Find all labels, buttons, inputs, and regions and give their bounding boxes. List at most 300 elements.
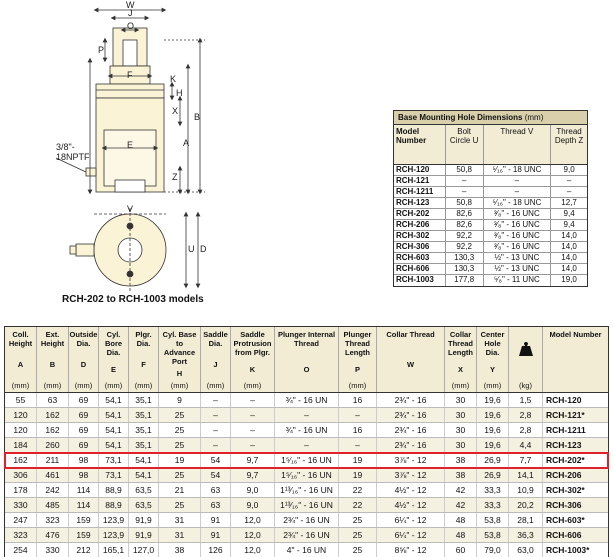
spec-table-row — [5, 438, 608, 453]
spec-cell: 159 — [69, 528, 99, 542]
base-cell-z: 14,0 — [561, 242, 577, 251]
spec-cell: 22 — [339, 483, 377, 497]
spec-cell: 461 — [37, 468, 69, 482]
base-table-title — [394, 111, 587, 125]
model-number-cell: RCH-120 — [546, 395, 582, 405]
base-cell-model: RCH-123 — [394, 198, 446, 208]
base-cell-z: 9,4 — [563, 209, 575, 218]
port-thread-label — [56, 142, 90, 162]
base-table-row — [394, 198, 587, 209]
spec-cell: – — [275, 438, 339, 452]
spec-header-name: Plgr. Dia. — [135, 330, 152, 348]
spec-cell: 6¼" - 12 — [377, 528, 445, 542]
spec-cell: 3⅞" - 12 — [377, 453, 445, 467]
spec-cell: 212 — [69, 543, 99, 557]
spec-header-name: Saddle Dia. — [203, 330, 228, 348]
spec-cell: 6¼" - 12 — [377, 513, 445, 527]
spec-cell: 1¹³⁄₁₆" - 16 UN — [275, 498, 339, 512]
base-cell-z: 12,7 — [561, 198, 577, 207]
spec-cell: 98 — [69, 453, 99, 467]
spec-header-letter: H — [176, 369, 183, 378]
spec-cell: 91 — [201, 513, 231, 527]
spec-header-name: Cyl. Base to Advance Port — [162, 330, 197, 366]
port-thread-line1: 3/8"- — [56, 142, 75, 152]
spec-cell: 12,0 — [231, 513, 275, 527]
spec-cell: 21 — [159, 483, 201, 497]
spec-cell: – — [275, 408, 339, 422]
base-header-u: Bolt Circle U — [446, 125, 484, 164]
spec-header-col-0 — [5, 327, 37, 392]
spec-cell: 88,9 — [99, 483, 129, 497]
spec-cell: 12,0 — [231, 543, 275, 557]
base-table-row — [394, 165, 587, 176]
base-table-row — [394, 275, 587, 286]
base-cell-z: – — [566, 187, 572, 196]
base-table-title-text: Base Mounting Hole Dimensions — [398, 113, 523, 122]
spec-table-row — [5, 408, 608, 423]
dim-label-z: Z — [172, 172, 178, 182]
spec-header-col-14 — [543, 327, 608, 392]
spec-cell: 114 — [69, 483, 99, 497]
spec-cell: 54,1 — [99, 393, 129, 407]
spec-cell: 25 — [159, 408, 201, 422]
dim-label-d: D — [200, 244, 207, 254]
base-cell-u: 82,6 — [446, 209, 484, 219]
spec-header-name: Model Number — [549, 330, 602, 339]
spec-cell: 35,1 — [129, 393, 159, 407]
spec-cell: 19,6 — [477, 438, 509, 452]
base-cell-v: ½" - 13 UNC — [484, 253, 552, 263]
spec-cell: 9,7 — [231, 468, 275, 482]
spec-cell: 91,9 — [129, 513, 159, 527]
spec-header-letter: Y — [489, 364, 495, 374]
spec-cell: – — [201, 423, 231, 437]
spec-header-col-12 — [477, 327, 509, 392]
spec-header-col-1 — [37, 327, 69, 392]
spec-cell: 69 — [69, 408, 99, 422]
base-cell-z: 14,0 — [561, 264, 577, 273]
base-cell-model: RCH-306 — [394, 242, 446, 252]
base-cell-model: RCH-603 — [394, 253, 446, 263]
spec-table-row — [5, 483, 608, 498]
spec-cell: 63 — [37, 393, 69, 407]
spec-cell: 211 — [37, 453, 69, 467]
spec-cell: 22 — [339, 498, 377, 512]
spec-cell: 55 — [5, 393, 37, 407]
spec-cell: 306 — [5, 468, 37, 482]
base-table-title-unit: (mm) — [524, 113, 544, 122]
base-cell-v: ³⁄₈" - 16 UNC — [484, 209, 552, 219]
spec-header-col-6 — [201, 327, 231, 392]
dim-label-v: V — [127, 204, 134, 214]
base-cell-z: 14,0 — [561, 231, 577, 240]
model-number-cell: RCH-202* — [546, 455, 585, 465]
model-number-cell: RCH-603* — [546, 515, 585, 525]
spec-header-letter: A — [17, 360, 24, 369]
model-number-cell: RCH-123 — [546, 440, 582, 450]
spec-cell: 323 — [5, 528, 37, 542]
spec-cell: 54,1 — [129, 453, 159, 467]
base-table-row — [394, 209, 587, 220]
spec-table-row — [5, 468, 608, 483]
spec-cell: 69 — [69, 438, 99, 452]
spec-table-row — [5, 543, 608, 557]
model-number-cell: RCH-1211 — [546, 425, 586, 435]
spec-cell: 120 — [5, 408, 37, 422]
spec-cell: 91,9 — [129, 528, 159, 542]
spec-cell: 126 — [201, 543, 231, 557]
base-cell-model: RCH-1211 — [394, 187, 446, 197]
spec-header-unit: (mm) — [483, 381, 502, 390]
spec-cell: 123,9 — [99, 528, 129, 542]
spec-table — [4, 326, 609, 557]
base-header-z: Thread Depth Z — [554, 127, 584, 145]
dim-label-w: W — [126, 0, 135, 10]
base-table-row — [394, 242, 587, 253]
spec-cell: 184 — [5, 438, 37, 452]
spec-header-letter: P — [354, 364, 360, 374]
base-cell-v: ⁵⁄₈" - 11 UNC — [484, 275, 552, 286]
spec-cell: 127,0 — [129, 543, 159, 557]
spec-cell: 9,0 — [231, 498, 275, 512]
spec-table-row — [5, 528, 608, 543]
spec-cell: 54,1 — [99, 408, 129, 422]
dim-label-p: P — [98, 45, 105, 55]
spec-cell: 2¾" - 16 — [377, 408, 445, 422]
spec-cell: – — [231, 438, 275, 452]
base-table-row — [394, 176, 587, 187]
spec-header-name: Outside Dia. — [69, 330, 98, 348]
spec-cell: – — [339, 438, 377, 452]
base-table-row — [394, 187, 587, 198]
spec-cell: 4½" - 12 — [377, 483, 445, 497]
spec-header-name: Coll. Height — [8, 330, 33, 348]
spec-cell: 2¾" - 16 UN — [275, 528, 339, 542]
spec-cell: 4" - 16 UN — [275, 543, 339, 557]
spec-cell: 63,0 — [509, 543, 543, 557]
spec-cell: 123,9 — [99, 513, 129, 527]
weight-icon — [518, 342, 534, 356]
spec-cell: 38 — [159, 543, 201, 557]
base-table-row — [394, 253, 587, 264]
spec-cell: 242 — [37, 483, 69, 497]
spec-cell: 63,5 — [129, 498, 159, 512]
spec-header-letter: J — [213, 360, 218, 369]
spec-cell: 1⁵⁄₁₆" - 16 UN — [275, 453, 339, 467]
spec-table-body — [5, 393, 608, 557]
spec-cell: 19 — [339, 453, 377, 467]
spec-header-col-4 — [129, 327, 159, 392]
spec-header-name: Collar Thread — [386, 330, 435, 339]
spec-cell: 53,8 — [477, 528, 509, 542]
spec-cell: – — [231, 408, 275, 422]
spec-table-row — [5, 423, 608, 438]
spec-header-letter: E — [110, 364, 116, 374]
spec-cell: 8⅝" - 12 — [377, 543, 445, 557]
base-cell-u: 177,8 — [446, 275, 484, 286]
spec-cell: 9,0 — [231, 483, 275, 497]
spec-table-row — [5, 393, 608, 408]
spec-table-row-highlighted — [5, 453, 608, 468]
spec-cell: 178 — [5, 483, 37, 497]
model-number-cell: RCH-1003* — [546, 545, 590, 555]
spec-cell: 2,8 — [509, 423, 543, 437]
spec-header-unit: (kg) — [519, 380, 532, 390]
spec-cell: 25 — [159, 423, 201, 437]
spec-cell: 25 — [339, 543, 377, 557]
model-number-cell: RCH-606 — [546, 530, 582, 540]
base-table-row — [394, 231, 587, 242]
spec-header-name: Center Hole Dia. — [480, 330, 505, 357]
spec-table-row — [5, 498, 608, 513]
spec-cell: 73,1 — [99, 453, 129, 467]
base-cell-v: – — [484, 187, 552, 197]
base-cell-v: ⁵⁄₁₆" - 18 UNC — [484, 165, 552, 175]
spec-cell: – — [201, 408, 231, 422]
spec-cell: 31 — [159, 513, 201, 527]
spec-cell: 54 — [201, 453, 231, 467]
spec-cell: 12,0 — [231, 528, 275, 542]
spec-cell: 162 — [37, 408, 69, 422]
spec-cell: 26,9 — [477, 453, 509, 467]
spec-cell: 63 — [201, 498, 231, 512]
spec-cell: 25 — [339, 528, 377, 542]
dim-label-b: B — [194, 112, 201, 122]
dim-label-x: X — [172, 106, 179, 116]
dim-label-a: A — [183, 138, 190, 148]
spec-header-name: Collar Thread Length — [447, 330, 473, 357]
base-cell-model: RCH-206 — [394, 220, 446, 230]
spec-cell: 25 — [339, 513, 377, 527]
base-cell-model: RCH-202 — [394, 209, 446, 219]
spec-header-col-5 — [159, 327, 201, 392]
spec-cell: 48 — [445, 528, 477, 542]
spec-cell: 1,5 — [509, 393, 543, 407]
base-cell-model: RCH-302 — [394, 231, 446, 241]
spec-header-unit: (mm) — [170, 381, 189, 390]
base-cell-u: – — [446, 187, 484, 197]
spec-header-unit: (mm) — [348, 381, 367, 390]
spec-cell: 33,3 — [477, 498, 509, 512]
spec-header-letter: D — [80, 360, 87, 369]
base-cell-v: – — [484, 176, 552, 186]
base-cell-z: 14,0 — [561, 253, 577, 262]
spec-cell: 16 — [339, 423, 377, 437]
dim-label-h: H — [176, 88, 183, 98]
spec-cell: 14,1 — [509, 468, 543, 482]
base-table-row — [394, 264, 587, 275]
spec-cell: – — [201, 393, 231, 407]
base-cell-u: 50,8 — [446, 165, 484, 175]
spec-header-col-3 — [99, 327, 129, 392]
spec-header-unit: (mm) — [451, 381, 470, 390]
spec-header-col-8 — [275, 327, 339, 392]
spec-cell: 54 — [201, 468, 231, 482]
base-cell-z: 9,0 — [563, 165, 575, 174]
spec-cell: – — [201, 438, 231, 452]
spec-cell: 159 — [69, 513, 99, 527]
spec-header-col-2 — [69, 327, 99, 392]
spec-cell: 2¾" - 16 — [377, 393, 445, 407]
spec-cell: 7,7 — [509, 453, 543, 467]
spec-cell: 10,9 — [509, 483, 543, 497]
spec-cell: 476 — [37, 528, 69, 542]
dim-label-u: U — [188, 244, 195, 254]
spec-cell: 19 — [339, 468, 377, 482]
spec-cell: 69 — [69, 393, 99, 407]
spec-cell: 247 — [5, 513, 37, 527]
base-table-row — [394, 220, 587, 231]
spec-cell: 98 — [69, 468, 99, 482]
spec-cell: – — [231, 393, 275, 407]
base-cell-model: RCH-1003 — [394, 275, 446, 286]
spec-header-col-10 — [377, 327, 445, 392]
spec-header-unit: (mm) — [243, 381, 262, 390]
base-cell-model: RCH-120 — [394, 165, 446, 175]
spec-cell: 19,6 — [477, 423, 509, 437]
spec-cell: 28,1 — [509, 513, 543, 527]
spec-cell: 30 — [445, 423, 477, 437]
spec-cell: 30 — [445, 408, 477, 422]
spec-cell: 19 — [159, 453, 201, 467]
spec-header-unit: (mm) — [206, 381, 225, 390]
spec-table-row — [5, 513, 608, 528]
spec-header-unit: (mm) — [11, 381, 30, 390]
spec-cell: 9 — [159, 393, 201, 407]
spec-cell: 1¹³⁄₁₆" - 16 UN — [275, 483, 339, 497]
spec-cell: 2¾" - 16 — [377, 423, 445, 437]
spec-cell: 2,8 — [509, 408, 543, 422]
spec-cell: 162 — [5, 453, 37, 467]
spec-cell: 25 — [159, 498, 201, 512]
spec-header-name: Cyl. Bore Dia. — [104, 330, 123, 357]
models-caption: RCH-202 to RCH-1003 models — [62, 294, 204, 305]
spec-cell: 19,6 — [477, 408, 509, 422]
base-header-v: Thread V — [484, 125, 552, 164]
spec-cell: 1⁵⁄₁₆" - 16 UN — [275, 468, 339, 482]
spec-cell: 88,9 — [99, 498, 129, 512]
model-number-cell: RCH-121* — [546, 410, 585, 420]
model-number-cell: RCH-302* — [546, 485, 585, 495]
spec-cell: 20,2 — [509, 498, 543, 512]
base-cell-z: 9,4 — [563, 220, 575, 229]
spec-table-header — [5, 327, 608, 393]
spec-cell: 3⅞" - 12 — [377, 468, 445, 482]
spec-cell: 19,6 — [477, 393, 509, 407]
spec-header-col-11 — [445, 327, 477, 392]
spec-header-letter: O — [303, 364, 310, 374]
base-table-body — [394, 165, 587, 286]
spec-cell: – — [339, 408, 377, 422]
base-cell-model: RCH-606 — [394, 264, 446, 274]
spec-cell: 4,4 — [509, 438, 543, 452]
spec-cell: ¾" - 16 UN — [275, 393, 339, 407]
spec-cell: 4½" - 12 — [377, 498, 445, 512]
spec-cell: 162 — [37, 423, 69, 437]
dim-label-o: O — [127, 21, 135, 31]
base-header-model: Model Number — [394, 125, 446, 164]
spec-header-letter: K — [249, 364, 256, 374]
spec-cell: 114 — [69, 498, 99, 512]
spec-cell: 73,1 — [99, 468, 129, 482]
spec-header-letter: B — [49, 360, 56, 369]
spec-cell: 9,7 — [231, 453, 275, 467]
spec-header-name: Plunger Internal Thread — [277, 330, 336, 348]
base-cell-u: 92,2 — [446, 242, 484, 252]
cylinder-drawing — [0, 0, 380, 315]
spec-cell: 330 — [37, 543, 69, 557]
spec-cell: 31 — [159, 528, 201, 542]
spec-header-name: Plunger Thread Length — [343, 330, 372, 357]
spec-header-name: Saddle Protrusion from Plgr. — [233, 330, 272, 357]
base-cell-v: ³⁄₈" - 16 UNC — [484, 231, 552, 241]
spec-cell: 35,1 — [129, 438, 159, 452]
base-cell-u: – — [446, 176, 484, 186]
spec-header-unit: (mm) — [43, 381, 62, 390]
spec-cell: 60 — [445, 543, 477, 557]
base-table-header — [394, 125, 587, 165]
spec-cell: 485 — [37, 498, 69, 512]
base-cell-u: 82,6 — [446, 220, 484, 230]
spec-cell: 16 — [339, 393, 377, 407]
spec-cell: 63 — [201, 483, 231, 497]
dim-label-f: F — [127, 70, 133, 80]
spec-cell: 2¾" - 16 UN — [275, 513, 339, 527]
spec-cell: 63,5 — [129, 483, 159, 497]
spec-cell: 48 — [445, 513, 477, 527]
spec-header-letter: F — [141, 360, 146, 369]
spec-cell: 30 — [445, 438, 477, 452]
spec-cell: 54,1 — [99, 438, 129, 452]
dim-label-j: J — [128, 8, 133, 18]
spec-cell: 54,1 — [99, 423, 129, 437]
spec-cell: 54,1 — [129, 468, 159, 482]
spec-cell: 25 — [159, 438, 201, 452]
base-mounting-table — [393, 110, 588, 287]
base-cell-v: ½" - 13 UNC — [484, 264, 552, 274]
spec-cell: 53,8 — [477, 513, 509, 527]
base-cell-u: 130,3 — [446, 253, 484, 263]
spec-header-name: Ext. Height — [40, 330, 65, 348]
spec-cell: 91 — [201, 528, 231, 542]
spec-header-col-13 — [509, 327, 543, 392]
spec-cell: 42 — [445, 498, 477, 512]
spec-header-unit: (mm) — [104, 381, 123, 390]
spec-header-letter: W — [406, 360, 415, 369]
spec-cell: 79,0 — [477, 543, 509, 557]
spec-header-col-7 — [231, 327, 275, 392]
spec-cell: 25 — [159, 468, 201, 482]
base-cell-v: ³⁄₈" - 16 UNC — [484, 220, 552, 230]
spec-cell: 2¾" - 16 — [377, 438, 445, 452]
spec-cell: 35,1 — [129, 408, 159, 422]
spec-cell: 254 — [5, 543, 37, 557]
spec-header-unit: (mm) — [74, 381, 93, 390]
spec-cell: 35,1 — [129, 423, 159, 437]
base-cell-z: 19,0 — [561, 275, 577, 284]
spec-header-col-9 — [339, 327, 377, 392]
dim-label-k: K — [170, 74, 177, 84]
spec-cell: 165,1 — [99, 543, 129, 557]
port-thread-line2: 18NPTF — [56, 152, 90, 162]
spec-cell: 323 — [37, 513, 69, 527]
spec-cell: ¾" - 16 UN — [275, 423, 339, 437]
model-number-cell: RCH-206 — [546, 470, 582, 480]
base-cell-u: 92,2 — [446, 231, 484, 241]
spec-cell: 38 — [445, 453, 477, 467]
spec-cell: 120 — [5, 423, 37, 437]
spec-cell: 260 — [37, 438, 69, 452]
